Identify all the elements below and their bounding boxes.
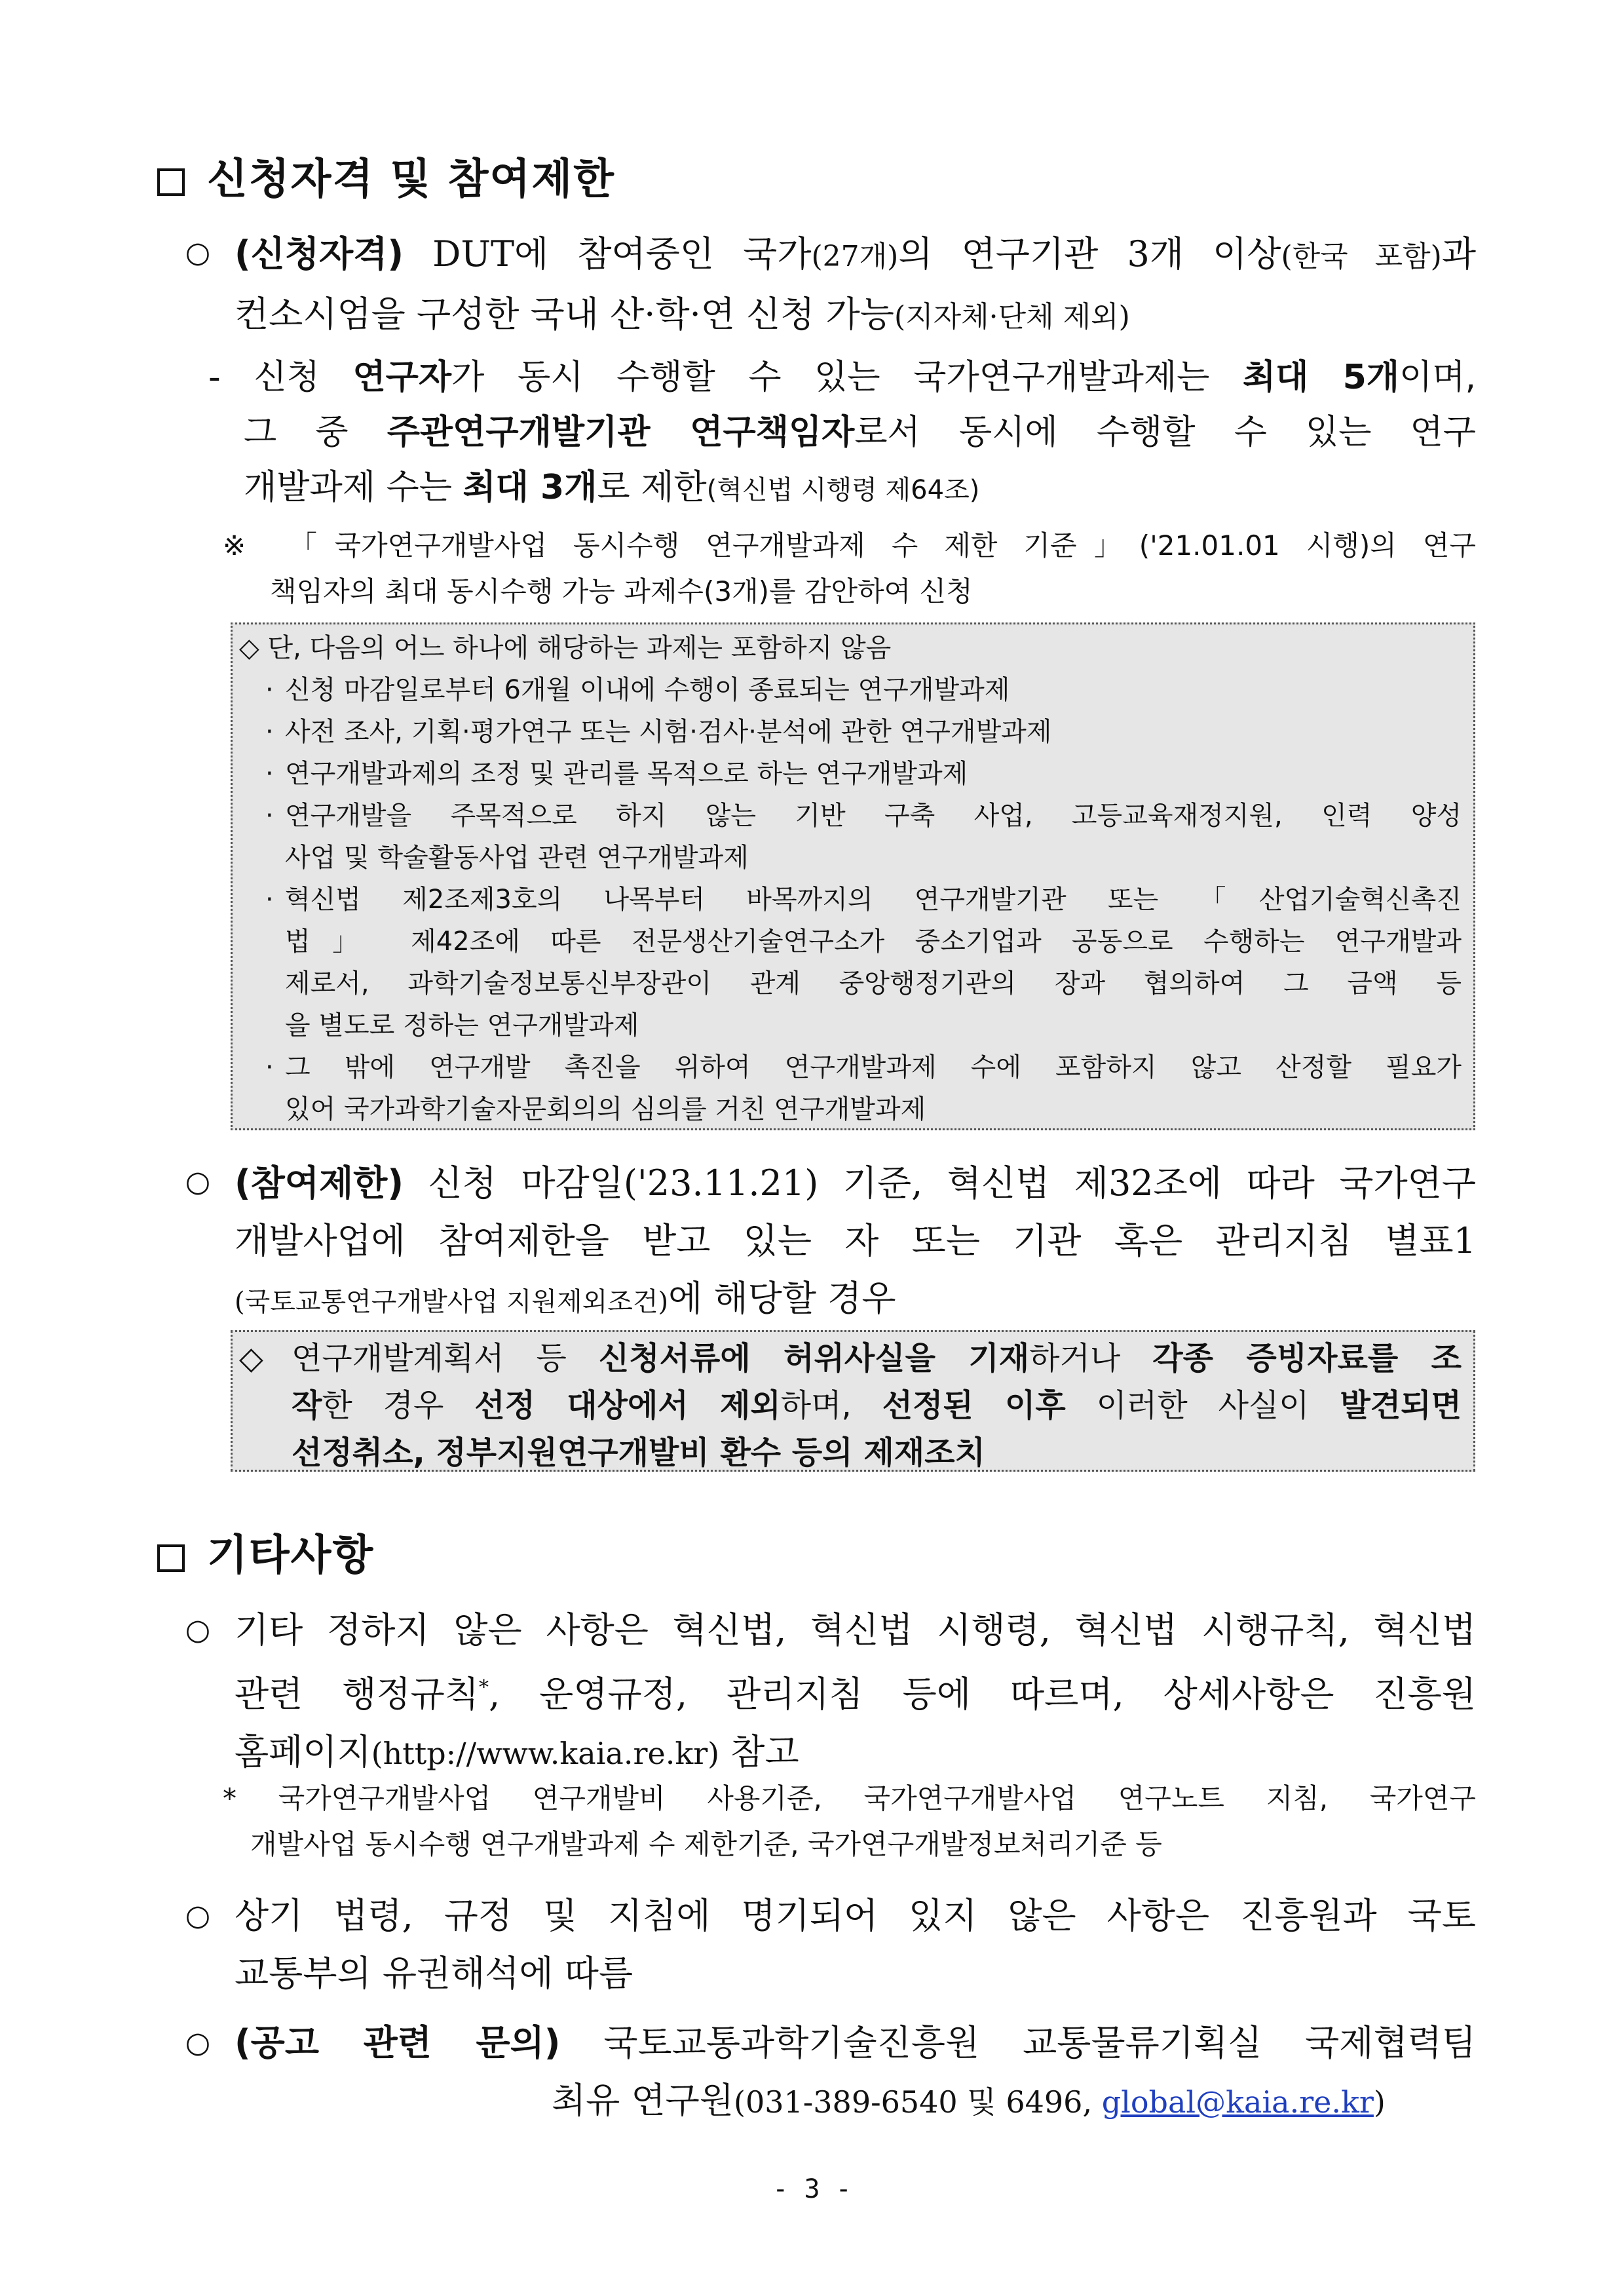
checkbox-square-icon bbox=[157, 168, 185, 196]
reference-note: ※ 「국가연구개발사업 동시수행 연구개발과제 수 제한 기준」('21.01.01 시행)의 연구 책임자의 최대 동시수행 가능 과제수(3개)를 감안하여 신청 bbox=[223, 529, 1476, 607]
middle-dot-icon: · bbox=[265, 885, 274, 915]
middle-dot-icon: · bbox=[265, 717, 274, 747]
checkbox-square-icon bbox=[157, 1544, 185, 1572]
bullet-circle-icon: ○ bbox=[185, 1613, 211, 1647]
exceptions-box: ◇ 단, 다음의 어느 하나에 해당하는 과제는 포함하지 않음 · 신청 마감일로부터 6개월 이내에 수행이 종료되는 연구개발과제 · 사전 조사, 기획·평가연구 또는 시험·검사·분석에 관한 연구개발과제 · 연구개발과제의 조정 및 관리를 목적으로 하는 연구개발과제 · 연구개발을 주목적으로 하지 않는 기반 구축 사업, 고등교육재정지원, 인력 양성 사업 및 학술활동사업 관련 연구개발과제 · 혁신법 제2조제3호의 나목부터 바목까지의 연구개발기관 또는 「산업기술혁신촉진 법」 제42조에 따른 전문생산기술연구소가 중소기업과 공동으로 수행하는 연구개발과 제로서, 과학기술정보통신부장관이 관계 중앙행정기관의 장과 협의하여 그 금액 등 을 별도로 정하는 연구개발과제 · 그 밖에 연구개발 촉진을 위하여 연구개발과제 수에 포함하지 않고 산정할 필요가 있어 국가과학기술자문회의의 심의를 거친 연구개발과제 bbox=[231, 622, 1475, 1130]
exception-item: · 사전 조사, 기획·평가연구 또는 시험·검사·분석에 관한 연구개발과제 bbox=[239, 711, 1462, 753]
section-title-misc: 기타사항 bbox=[157, 1521, 374, 1582]
regulation-note: * 국가연구개발사업 연구개발비 사용기준, 국가연구개발사업 연구노트 지침, 국가연구 개발사업 동시수행 연구개발과제 수 제한기준, 국가연구개발정보처리기준 등 bbox=[223, 1782, 1476, 1860]
misc-paragraph-1: 기타 정하지 않은 사항은 혁신법, 혁신법 시행령, 혁신법 시행규칙, 혁신법 관련 행정규칙*, 운영규정, 관리지침 등에 따르며, 상세사항은 진흥원 홈페이지(http://www.kaia.re.kr) 참고 bbox=[235, 1609, 1476, 1772]
exception-item: · 신청 마감일로부터 6개월 이내에 수행이 종료되는 연구개발과제 bbox=[239, 669, 1462, 711]
bullet-circle-icon: ○ bbox=[185, 236, 211, 269]
contact-paragraph: (공고 관련 문의) 국토교통과학기술진흥원 교통물류기획실 국제협력팀 최유 연구원(031-389-6540 및 6496, global@kaia.re.kr) bbox=[235, 2022, 1477, 2121]
middle-dot-icon: · bbox=[265, 801, 274, 831]
diamond-icon: ◇ bbox=[239, 1340, 263, 1377]
qualification-paragraph: (신청자격) DUT에 참여중인 국가(27개)의 연구기관 3개 이상(한국 포함)과 컨소시엄을 구성한 국내 산·학·연 신청 가능(지자체·단체 제외) bbox=[235, 233, 1476, 335]
exception-item: · 연구개발을 주목적으로 하지 않는 기반 구축 사업, 고등교육재정지원, 인력 양성 사업 및 학술활동사업 관련 연구개발과제 bbox=[239, 795, 1462, 879]
exception-item: · 그 밖에 연구개발 촉진을 위하여 연구개발과제 수에 포함하지 않고 산정할 필요가 있어 국가과학기술자문회의의 심의를 거친 연구개발과제 bbox=[239, 1046, 1462, 1130]
contact-email-link[interactable]: global@kaia.re.kr bbox=[1101, 2084, 1374, 2120]
limit-paragraph: - 신청 연구자가 동시 수행할 수 있는 국가연구개발과제는 최대 5개이며, 그 중 주관연구개발기관 연구책임자로서 동시에 수행할 수 있는 연구 개발과제 수는 최대 3개로 제한(혁신법 시행령 제64조) bbox=[208, 358, 1477, 507]
bullet-circle-icon: ○ bbox=[185, 2026, 211, 2059]
page-number: - 3 - bbox=[772, 2174, 852, 2204]
bullet-circle-icon: ○ bbox=[185, 1165, 211, 1198]
bullet-circle-icon: ○ bbox=[185, 1899, 211, 1932]
restriction-paragraph: (참여제한) 신청 마감일('23.11.21) 기준, 혁신법 제32조에 따라 국가연구 개발사업에 참여제한을 받고 있는 자 또는 기관 혹은 관리지침 별표1 (국토교통연구개발사업 지원제외조건)에 해당할 경우 bbox=[235, 1162, 1476, 1319]
middle-dot-icon: · bbox=[265, 675, 274, 705]
exception-item: · 혁신법 제2조제3호의 나목부터 바목까지의 연구개발기관 또는 「산업기술혁신촉진 법」 제42조에 따른 전문생산기술연구소가 중소기업과 공동으로 수행하는 연구개발과 제로서, 과학기술정보통신부장관이 관계 중앙행정기관의 장과 협의하여 그 금액 등 을 별도로 정하는 연구개발과제 bbox=[239, 879, 1462, 1046]
misc-paragraph-2: 상기 법령, 규정 및 지침에 명기되어 있지 않은 사항은 진흥원과 국토 교통부의 유권해석에 따름 bbox=[235, 1895, 1476, 1994]
warning-box: ◇ 연구개발계획서 등 신청서류에 허위사실을 기재하거나 각종 증빙자료를 조 작한 경우 선정 대상에서 제외하며, 선정된 이후 이러한 사실이 발견되면 선정취소, 정부지원연구개발비 환수 등의 제재조치 bbox=[231, 1330, 1475, 1472]
middle-dot-icon: · bbox=[265, 1052, 274, 1082]
exceptions-list bbox=[239, 669, 1462, 1130]
exception-item: · 연구개발과제의 조정 및 관리를 목적으로 하는 연구개발과제 bbox=[239, 753, 1462, 795]
middle-dot-icon: · bbox=[265, 759, 274, 789]
section-title-qualification: 신청자격 및 참여제한 bbox=[157, 145, 615, 206]
